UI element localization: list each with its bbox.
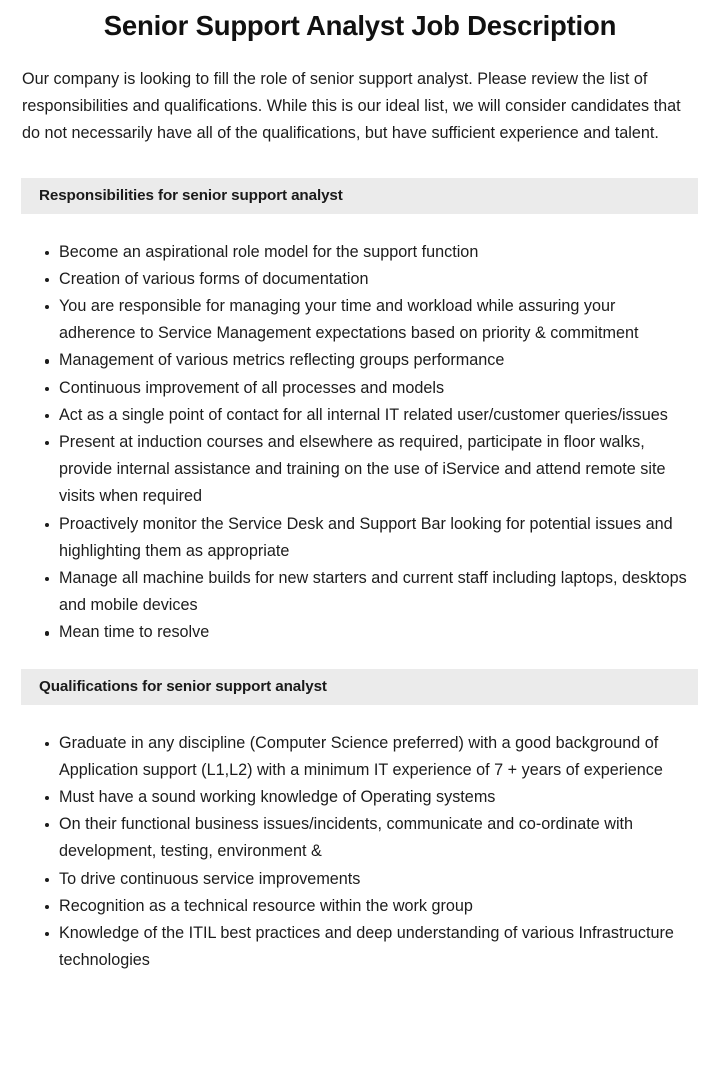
list-item: On their functional business issues/incidents, communicate and co-ordinate with development, testing, environment & [0,811,720,865]
list-item: Management of various metrics reflecting groups performance [0,347,720,374]
qualifications-list [0,730,720,975]
spacer [0,647,720,669]
page-title: Senior Support Analyst Job Description [103,10,617,41]
spacer [0,148,720,178]
responsibilities-list [0,239,720,647]
spacer [0,705,720,730]
list-item: Graduate in any discipline (Computer Science preferred) with a good background of Application support (L1,L2) with a minimum IT experience of 7 + years of experience [0,730,720,784]
list-item: Present at induction courses and elsewhere as required, participate in floor walks, provide internal assistance and training on the use of iService and attend remote site visits when required [0,429,720,511]
list-item: Manage all machine builds for new starters and current staff including laptops, desktops and mobile devices [0,565,720,619]
intro-paragraph: Our company is looking to fill the role of senior support analyst. Please review the list of responsibilities and qualifications. While this is our ideal list, we will consider candidates that do not necessarily have all of the qualifications, but have sufficient experience and talent. [22,70,681,143]
list-item: Mean time to resolve [0,619,720,646]
responsibilities-heading-label: Responsibilities for senior support analyst [39,187,343,205]
list-item: Creation of various forms of documentation [0,266,720,293]
list-item: Continuous improvement of all processes and models [0,375,720,402]
list-item: Must have a sound working knowledge of Operating systems [0,784,720,811]
qualifications-heading-label: Qualifications for senior support analyst [39,678,327,696]
qualifications-section-header [21,669,698,705]
spacer [0,214,720,239]
list-item: Proactively monitor the Service Desk and Support Bar looking for potential issues and highlighting them as appropriate [0,511,720,565]
list-item: Act as a single point of contact for all internal IT related user/customer queries/issues [0,402,720,429]
list-item: Knowledge of the ITIL best practices and deep understanding of various Infrastructure technologies [0,920,720,974]
list-item: Become an aspirational role model for the support function [0,239,720,266]
responsibilities-section-header [21,178,698,214]
list-item: You are responsible for managing your time and workload while assuring your adherence to Service Management expectations based on priority & commitment [0,293,720,347]
list-item: Recognition as a technical resource within the work group [0,893,720,920]
list-item: To drive continuous service improvements [0,866,720,893]
